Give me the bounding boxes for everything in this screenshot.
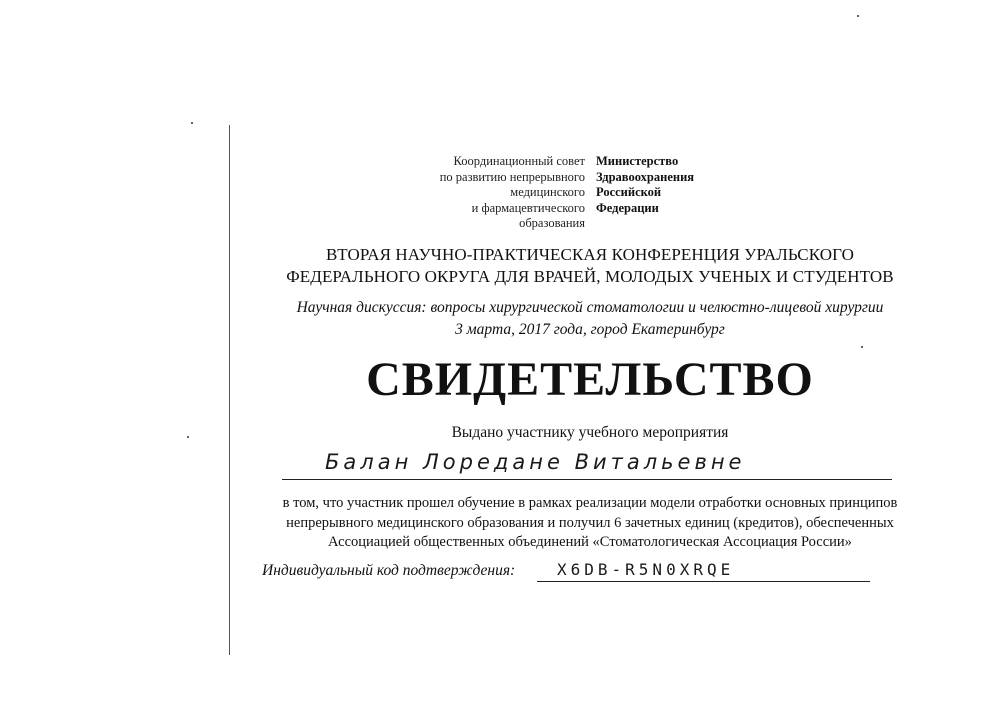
organizer-ministry-line: Федерации bbox=[596, 200, 659, 215]
scan-speck bbox=[187, 436, 189, 438]
body-line: в том, что участник прошел обучение в рамках реализации модели отработки основных принципов bbox=[282, 495, 898, 511]
conference-title bbox=[240, 244, 940, 288]
certificate-title: СВИДЕТЕЛЬСТВО bbox=[366, 353, 814, 406]
organizer-council-line: по развитию непрерывного bbox=[439, 169, 585, 184]
organizer-council-line: Координационный совет bbox=[453, 154, 585, 168]
conference-subtitle bbox=[230, 297, 950, 341]
scan-speck bbox=[857, 15, 859, 17]
issued-to-label: Выдано участнику учебного мероприятия bbox=[451, 424, 729, 441]
organizer-ministry-line: Здравоохранения bbox=[596, 169, 695, 184]
confirmation-code-label: Индивидуальный код подтверждения: bbox=[262, 562, 516, 579]
discussion-topic: Научная дискуссия: вопросы хирургической стоматологии и челюстно-лицевой хирургии bbox=[296, 299, 884, 316]
scan-speck bbox=[861, 346, 863, 348]
name-underline bbox=[282, 479, 892, 480]
body-line: Ассоциацией общественных объединений «Стоматологическая Ассоциация России» bbox=[328, 534, 852, 550]
organizer-ministry-line: Российской bbox=[596, 185, 662, 200]
confirmation-code-value: X6DB-R5N0XRQE bbox=[557, 560, 735, 579]
organizer-ministry bbox=[596, 154, 756, 216]
scan-speck bbox=[191, 122, 193, 124]
scan-margin-line bbox=[229, 125, 230, 655]
organizer-council bbox=[380, 154, 585, 232]
organizer-ministry-line: Министерство bbox=[596, 154, 679, 168]
conference-title-line: ВТОРАЯ НАУЧНО-ПРАКТИЧЕСКАЯ КОНФЕРЕНЦИЯ УРАЛЬСКОГО bbox=[326, 245, 854, 264]
code-underline bbox=[537, 581, 870, 582]
conference-title-line: ФЕДЕРАЛЬНОГО ОКРУГА ДЛЯ ВРАЧЕЙ, МОЛОДЫХ УЧЕНЫХ И СТУДЕНТОВ bbox=[286, 267, 894, 286]
body-line: непрерывного медицинского образования и получил 6 зачетных единиц (кредитов), обеспеченных bbox=[286, 514, 894, 531]
organizer-council-line: образования bbox=[519, 216, 585, 231]
organizer-council-line: и фармацевтического bbox=[471, 200, 585, 215]
organizer-council-line: медицинского bbox=[510, 185, 585, 200]
certificate-body bbox=[270, 494, 910, 553]
participant-name: Балан Лоредане Витальевне bbox=[325, 450, 746, 474]
date-place: 3 марта, 2017 года, город Екатеринбург bbox=[455, 321, 725, 338]
